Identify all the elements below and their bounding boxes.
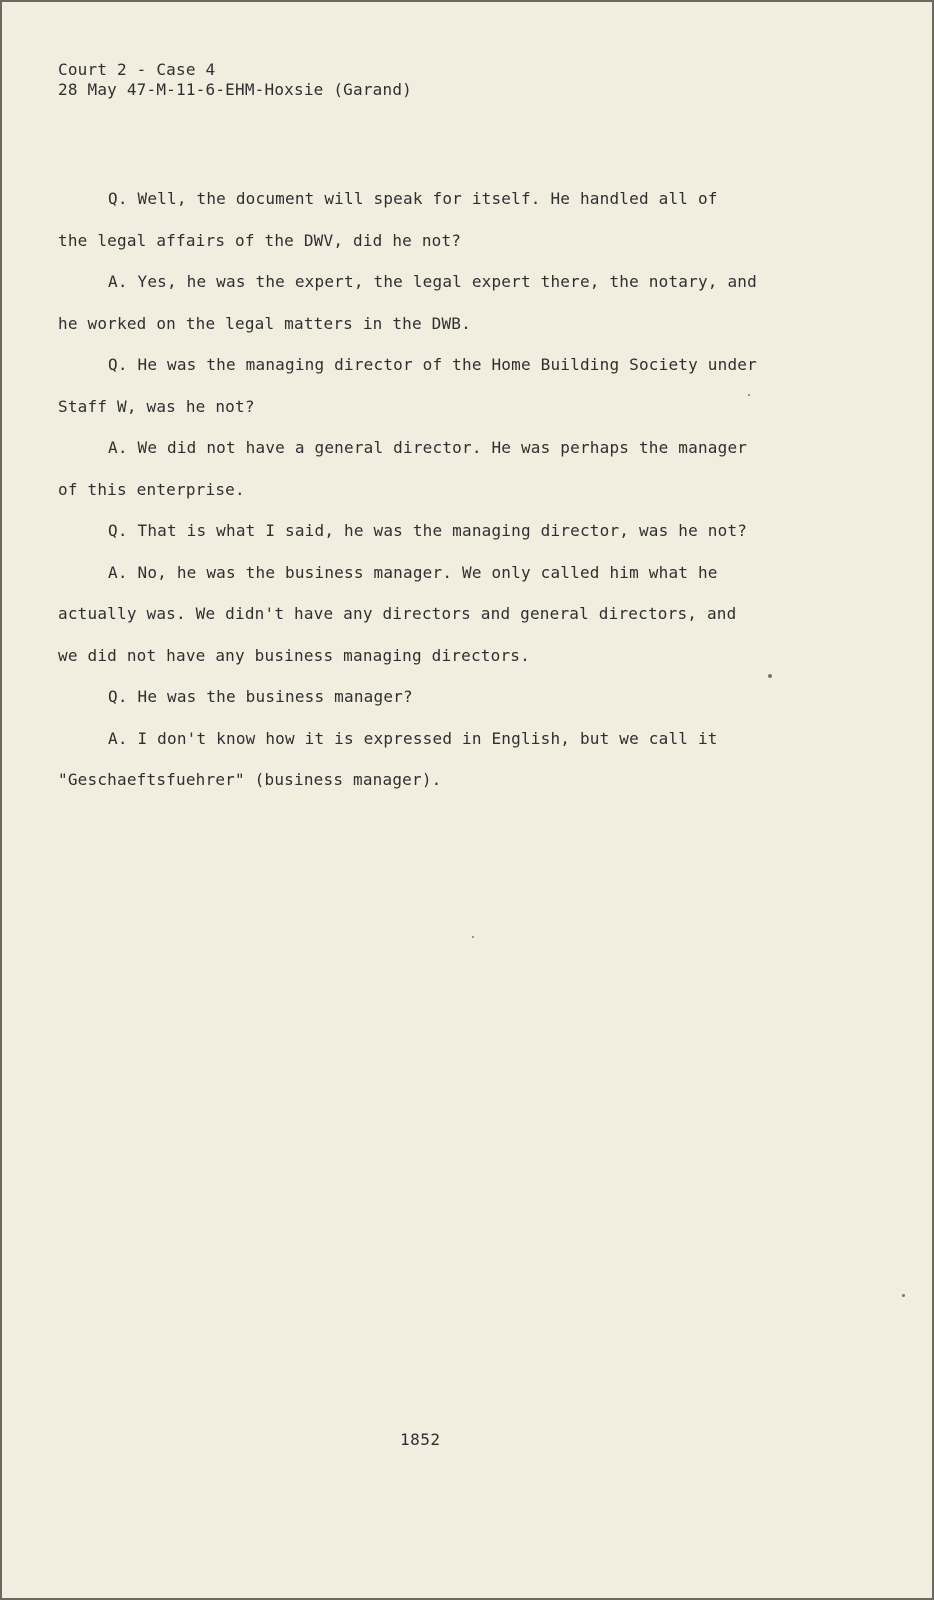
paper-speck bbox=[768, 674, 772, 678]
transcript-line: Staff W, was he not? bbox=[58, 396, 255, 416]
transcript-line: "Geschaeftsfuehrer" (business manager). bbox=[58, 770, 442, 789]
transcript-line: A. Yes, he was the expert, the legal expert there, the notary, and bbox=[108, 272, 757, 291]
transcript-line: Q. Well, the document will speak for itself. He handled all of bbox=[108, 189, 718, 208]
transcript-line: of this enterprise. bbox=[58, 479, 245, 499]
transcript-line: the legal affairs of the DWV, did he not? bbox=[58, 230, 462, 250]
transcript-line: actually was. We didn't have any directors and general directors, and bbox=[58, 604, 737, 623]
transcript-body bbox=[58, 178, 798, 801]
transcript-line: we did not have any business managing directors. bbox=[58, 645, 530, 665]
transcript-line: A. We did not have a general director. He was perhaps the manager bbox=[108, 438, 748, 457]
transcript-line: A. No, he was the business manager. We only called him what he bbox=[108, 562, 718, 582]
paper-speck bbox=[748, 394, 750, 396]
header-date-line: 28 May 47-M-11-6-EHM-Hoxsie (Garand) bbox=[58, 80, 412, 99]
paper-speck bbox=[902, 1294, 905, 1297]
transcript-line: Q. He was the managing director of the Home Building Society under bbox=[108, 355, 757, 374]
transcript-line: A. I don't know how it is expressed in English, but we call it bbox=[108, 728, 718, 748]
transcript-line: Q. That is what I said, he was the managing director, was he not? bbox=[108, 521, 748, 540]
transcript-line: he worked on the legal matters in the DWB. bbox=[58, 313, 471, 333]
paper-speck bbox=[472, 936, 474, 938]
header-case-line: Court 2 - Case 4 bbox=[58, 60, 216, 79]
transcript-line: Q. He was the business manager? bbox=[108, 687, 413, 706]
document-header bbox=[58, 60, 412, 100]
page-number: 1852 bbox=[400, 1430, 441, 1449]
